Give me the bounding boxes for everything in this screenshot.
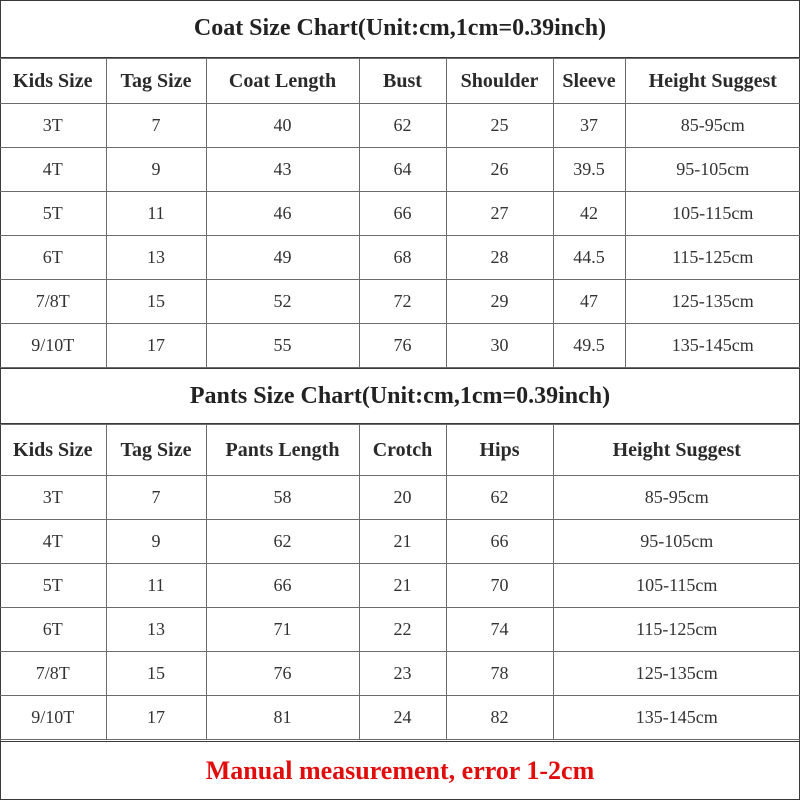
pants-size-table: [0, 424, 800, 740]
table-row: [0, 192, 800, 236]
table-cell: 27: [446, 192, 553, 236]
pants-chart-title: Pants Size Chart(Unit:cm,1cm=0.39inch): [0, 368, 800, 424]
table-cell: 4T: [0, 148, 106, 192]
pants-header-hips: Hips: [446, 425, 553, 476]
table-row: [0, 520, 800, 564]
coat-header-tag-size: Tag Size: [106, 59, 206, 104]
table-cell: 85-95cm: [625, 104, 800, 148]
table-cell: 46: [206, 192, 359, 236]
table-cell: 115-125cm: [625, 236, 800, 280]
table-cell: 52: [206, 280, 359, 324]
table-cell: 62: [206, 520, 359, 564]
pants-header-pants-length: Pants Length: [206, 425, 359, 476]
table-cell: 11: [106, 564, 206, 608]
table-cell: 13: [106, 608, 206, 652]
table-cell: 30: [446, 324, 553, 368]
table-cell: 78: [446, 652, 553, 696]
table-cell: 26: [446, 148, 553, 192]
table-cell: 13: [106, 236, 206, 280]
table-cell: 5T: [0, 192, 106, 236]
table-cell: 11: [106, 192, 206, 236]
coat-header-row: [0, 59, 800, 104]
table-cell: 125-135cm: [553, 652, 800, 696]
table-cell: 68: [359, 236, 446, 280]
pants-header-crotch: Crotch: [359, 425, 446, 476]
table-cell: 42: [553, 192, 625, 236]
table-cell: 43: [206, 148, 359, 192]
table-cell: 25: [446, 104, 553, 148]
table-cell: 82: [446, 696, 553, 740]
table-cell: 7: [106, 476, 206, 520]
table-cell: 44.5: [553, 236, 625, 280]
table-cell: 29: [446, 280, 553, 324]
table-cell: 49: [206, 236, 359, 280]
table-cell: 9: [106, 148, 206, 192]
table-row: [0, 324, 800, 368]
table-row: [0, 564, 800, 608]
table-row: [0, 696, 800, 740]
table-cell: 62: [446, 476, 553, 520]
table-cell: 9/10T: [0, 324, 106, 368]
table-cell: 21: [359, 520, 446, 564]
table-cell: 5T: [0, 564, 106, 608]
table-cell: 58: [206, 476, 359, 520]
table-cell: 125-135cm: [625, 280, 800, 324]
table-cell: 81: [206, 696, 359, 740]
table-cell: 55: [206, 324, 359, 368]
table-row: [0, 652, 800, 696]
coat-header-sleeve: Sleeve: [553, 59, 625, 104]
coat-size-table: [0, 58, 800, 368]
table-cell: 23: [359, 652, 446, 696]
coat-chart-title: Coat Size Chart(Unit:cm,1cm=0.39inch): [0, 0, 800, 58]
table-cell: 66: [359, 192, 446, 236]
table-cell: 17: [106, 324, 206, 368]
table-row: [0, 280, 800, 324]
table-cell: 28: [446, 236, 553, 280]
table-cell: 95-105cm: [625, 148, 800, 192]
table-cell: 9/10T: [0, 696, 106, 740]
coat-header-coat-length: Coat Length: [206, 59, 359, 104]
table-cell: 6T: [0, 236, 106, 280]
table-row: [0, 608, 800, 652]
table-cell: 3T: [0, 476, 106, 520]
table-cell: 3T: [0, 104, 106, 148]
table-cell: 105-115cm: [625, 192, 800, 236]
table-cell: 40: [206, 104, 359, 148]
table-cell: 7/8T: [0, 652, 106, 696]
table-cell: 7/8T: [0, 280, 106, 324]
table-cell: 64: [359, 148, 446, 192]
table-cell: 76: [206, 652, 359, 696]
table-row: [0, 236, 800, 280]
table-cell: 17: [106, 696, 206, 740]
coat-header-bust: Bust: [359, 59, 446, 104]
table-cell: 6T: [0, 608, 106, 652]
table-cell: 47: [553, 280, 625, 324]
table-cell: 24: [359, 696, 446, 740]
table-cell: 85-95cm: [553, 476, 800, 520]
table-cell: 72: [359, 280, 446, 324]
table-cell: 76: [359, 324, 446, 368]
table-cell: 7: [106, 104, 206, 148]
table-cell: 135-145cm: [553, 696, 800, 740]
table-row: [0, 148, 800, 192]
table-cell: 20: [359, 476, 446, 520]
table-cell: 105-115cm: [553, 564, 800, 608]
table-cell: 4T: [0, 520, 106, 564]
coat-header-shoulder: Shoulder: [446, 59, 553, 104]
table-row: [0, 104, 800, 148]
table-cell: 21: [359, 564, 446, 608]
table-cell: 15: [106, 280, 206, 324]
table-cell: 70: [446, 564, 553, 608]
table-cell: 37: [553, 104, 625, 148]
table-cell: 15: [106, 652, 206, 696]
pants-header-row: [0, 425, 800, 476]
measurement-note: Manual measurement, error 1-2cm: [0, 741, 800, 800]
pants-header-tag-size: Tag Size: [106, 425, 206, 476]
table-cell: 39.5: [553, 148, 625, 192]
table-cell: 66: [206, 564, 359, 608]
table-cell: 49.5: [553, 324, 625, 368]
table-cell: 62: [359, 104, 446, 148]
table-cell: 115-125cm: [553, 608, 800, 652]
table-cell: 74: [446, 608, 553, 652]
pants-header-kids-size: Kids Size: [0, 425, 106, 476]
coat-header-height-suggest: Height Suggest: [625, 59, 800, 104]
table-row: [0, 476, 800, 520]
table-cell: 95-105cm: [553, 520, 800, 564]
table-cell: 9: [106, 520, 206, 564]
coat-header-kids-size: Kids Size: [0, 59, 106, 104]
table-cell: 66: [446, 520, 553, 564]
table-cell: 71: [206, 608, 359, 652]
pants-header-height-suggest: Height Suggest: [553, 425, 800, 476]
table-cell: 22: [359, 608, 446, 652]
table-cell: 135-145cm: [625, 324, 800, 368]
